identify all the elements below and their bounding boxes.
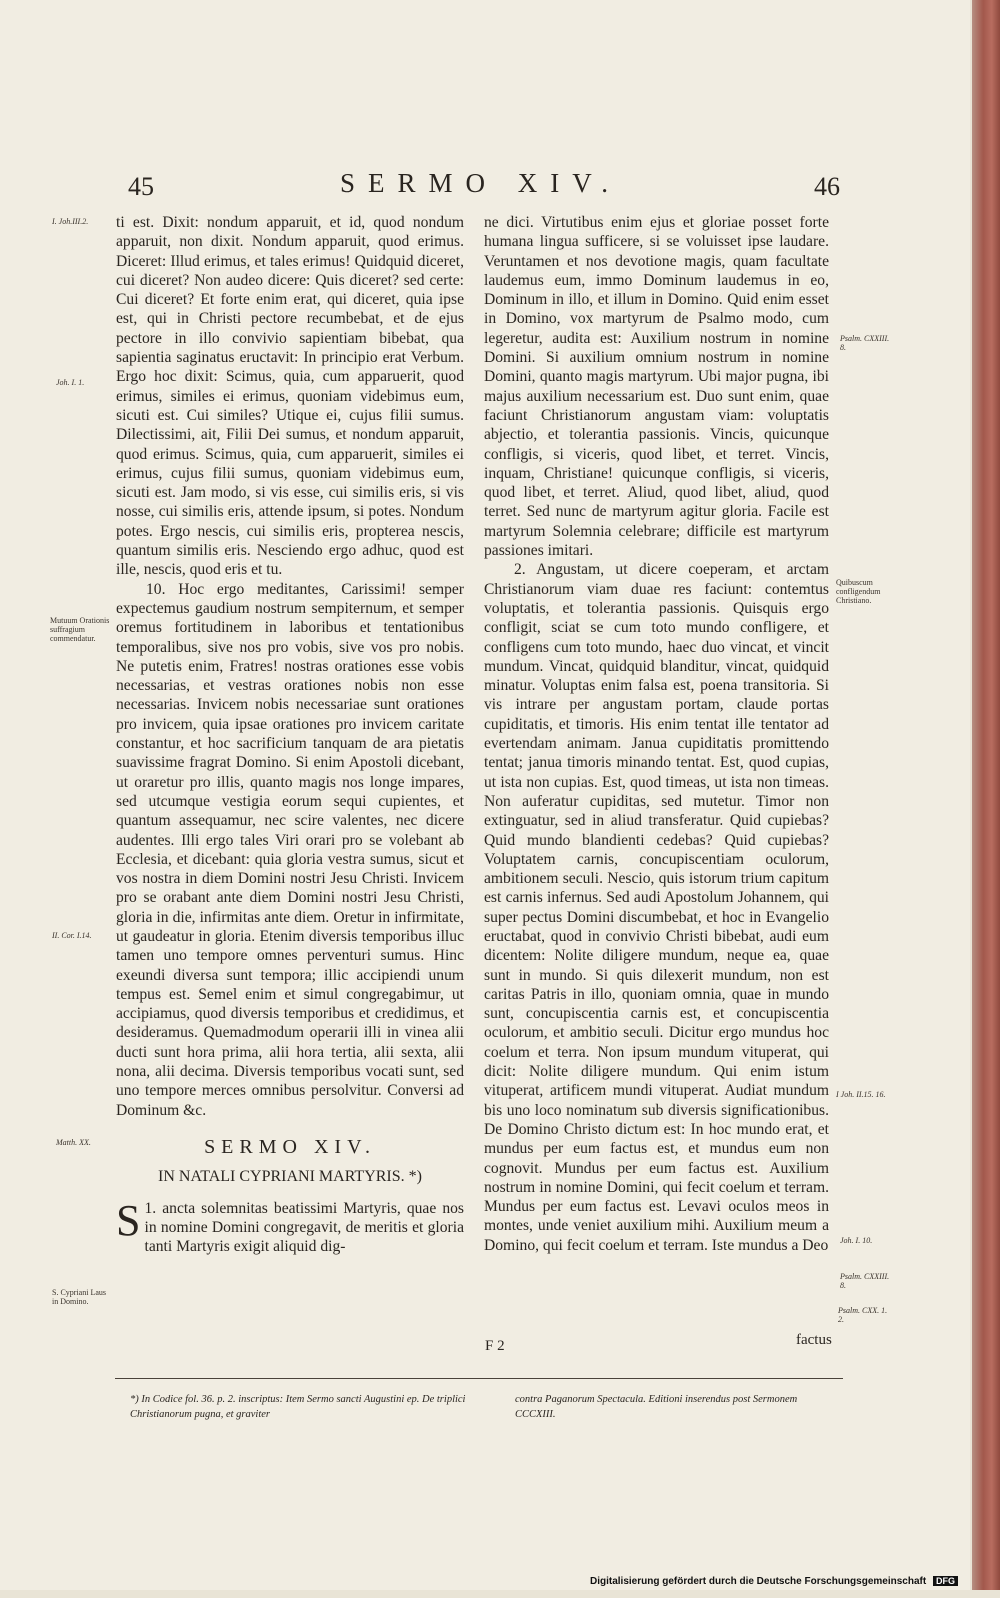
margin-note: Joh. I. 10. [840, 1236, 873, 1245]
paragraph: ti est. Dixit: nondum apparuit, et id, quod nondum apparuit, non dixit. Nondum apparuit, quod erimus. Diceret: Illud erimus, et tales erimus! Quidquid diceret, cui diceret? Non audeo dicere: Quis diceret? sed certe: Cui diceret? Et forte enim erat, qui diceret, quia ipse est, qui in Christi pectore recumbebat, et de ejus pectore in illo convivio sapientiam bibebat, qua sapientia saginatus eructavit: In principio erat Verbum. Ergo hoc dixit: Scimus, quia, cum apparuerit, quod erimus, similes ei erimus, quoniam videbimus eum, sicuti est. Cui similes? Utique ei, cujus filii sumus. Dilectissimi, ait, Filii Dei sumus, et nondum apparuit, quod erimus. Scimus, quia, cum apparuerit, similes ei erimus, cujus filii sumus, quoniam videbimus eum, sicuti est. Jam modo, si vis esse, cui similis eris, si vis nosse, cui similis eris, attende ipsum, si potes. Nondum potes. Ergo nescis, cui similis eris, propterea nescis, quantum similis eris. Nesciendo ergo adhuc, quod est ille, nescis, quod eris et tu. [116, 214, 464, 579]
drop-cap: S [116, 1195, 141, 1245]
margin-note: Mutuum Orationis suffragium commendatur. [50, 616, 110, 643]
credit-text: Digitalisierung gefördert durch die Deutsche Forschungsgemeinschaft [590, 1576, 927, 1587]
footnote-right: contra Paganorum Spectacula. Editioni inserendus post Sermonem CCCXIII. [515, 1394, 798, 1420]
paragraph-number: 1. [144, 1199, 157, 1217]
sermon-subtitle: IN NATALI CYPRIANI MARTYRIS. *) [158, 1168, 422, 1186]
signature-mark: F 2 [485, 1338, 505, 1354]
margin-note: Joh. I. 1. [56, 378, 85, 387]
margin-note: I. Joh.III.2. [52, 217, 89, 226]
footnote-rule [115, 1378, 843, 1379]
margin-note: Quibuscum confligendum Christiano. [836, 578, 881, 605]
paragraph: 2. Angustam, ut dicere coeperam, et arctam Christianorum viam duae res faciunt: contemtus voluptatis, et tolerantia passionis. Quisquis ergo confligit, sciat se cum toto mundo confligere, et confligens cum toto mundo, haec duo vincat, et vincit mundum. Vincat, quidquid blanditur, vincat, quidquid minatur. Voluptas enim falsa est, poena transitoria. Si vis intrare per angustam portam, claude portas cupiditatis, et timoris. His enim tentat ille tentator ad evertendam animam. Janua cupiditatis promittendo tentat; janua timoris minando tentat. Est, quod cupias, ut ista non cupias. Est, quod timeas, ut ista non timeas. Non auferatur cupiditas, sed mutetur. Timor non extinguatur, sed in aliud transferatur. Quid cupiebas? Quid mundo blandienti cedebas? Quid cupiebas? Voluptatem carnis, concupiscentiam oculorum, ambitionem seculi. Nescio, quis istorum trium capitum est carnis infernus. Sed audi Apostolum Johannem, qui super pectus Domini discumbebat, et hoc in Evangelio eructabat, quod in convivio Christi bibebat, audi eum dicentem: Nolite diligere mundum, neque ea, quae sunt in mundo. Si quis dilexerit mundum, non est caritas Patris in illo, quoniam omnia, quae in mundo sunt, concupiscentia carnis est, et concupiscentia oculorum, et ambitio seculi. Dicitur ergo mundus hoc coelum et terra. Non ipsum mundum vituperat, qui dicit: Nolite diligere mundum. Qui enim istum vituperat, artificem mundi vituperat. Audiat mundum bis uno loco nominatum sub diversis significationibus. De Domino Christo dictum est: In hoc mundo erat, et mundus per eum factus est, et mundus eum non cognovit. Mundus per eum factus est. Auxilium nostrum in nomine Domini, qui fecit coelum et terram. Mundus per eum factus est. Levavi oculos meos in montes, unde veniet auxilium mihi. Auxilium meum a Domino, qui fecit coelum et terram. Iste mundus a Deo [484, 561, 829, 1254]
running-title: SERMO XIV. [340, 168, 622, 198]
page-edge [972, 0, 1000, 1590]
paragraph: ne dici. Virtutibus enim ejus et gloriae posset forte humana lingua sufficere, si se voluisset ipse laudare. Veruntamen et nos devotione magis, quam facultate laudemus eum, immo Dominum laudemus in eo, Dominum in illo, et illum in Domino. Quid enim esset in Domino, vox martyrum de Psalmo modo, cum legeretur, audita est: Auxilium nostrum in nomine Domini. Si auxilium omnium nostrum in nomine Domini, quanto magis martyrum. Ubi major pugna, ibi majus auxilium necessarium est. Duo sunt enim, quae faciunt Christianorum angustam viam: voluptatis abjectio, et tolerantia passionis. Vincis, quicunque confligis, si viceris, quod libet, et terret. Vincis, inquam, Christiane! quicunque confligis, si viceris, quod libet, et terret. Aliud, quod libet, aliud, quod terret. Sed nunc de martyrum agitur gloria. Facile est martyrum Solemnia celebrare; difficile est martyrum passiones imitari. [484, 214, 829, 560]
paragraph: 10. Hoc ergo meditantes, Carissimi! semper expectemus gaudium nostrum sempiternum, et semper oremus fortitudinem in laboribus et tentationibus temporalibus, sive nos pro vobis, sive vos pro nobis. Ne putetis enim, Fratres! nostras orationes esse vobis necessarias, et vestras orationes nobis non esse necessarias. Invicem nobis necessariae sunt orationes pro invicem, quia ipsae orationes pro invicem caritate constantur, et hoc sacrificium tanquam de ara pietatis suavissime fragrat Domino. Si enim Apostoli dicebant, ut oraretur pro illis, quanto magis nos longe impares, sed utcumque vestigia eorum sequi cupientes, et quantum assequamur, nec scire valentes, nec dicere audentes. Illi ergo tales Viri orari pro se volebant ab Ecclesia, et dicebant: quia gloria vestra sumus, sicut et vos nostra in diem Domini nostri Jesu Christi. Invicem pro se orabant ante diem Domini nostri Jesu Christi, gloria in die, infirmitas ante diem. Oretur in infirmitate, ut gaudeatur in gloria. Etenim diversis temporibus illuc tamen uno tempore omnes perventuri sumus. Hinc exeundi diversa sunt tempora; illic accipiendi unum tempus est. Semel enim et simul congregabimur, ut accipiamus, quod diversis temporibus et credidimus, et desideramus. Quemadmodum operarii illi in vinea alii ducti sunt hora prima, alii hora tertia, alii sexta, alii nona, alii decima. Diversis temporibus vocati sunt, sed uno tempore merces omnibus persolvitur. Conversi ad Dominum &c. [116, 580, 464, 1119]
page-header [120, 168, 840, 208]
catchword: factus [796, 1332, 832, 1348]
sermon-title: SERMO XIV. [204, 1135, 376, 1158]
left-column [116, 213, 464, 1256]
margin-note: II. Cor. I.14. [52, 931, 92, 940]
right-page-number: 46 [814, 172, 840, 201]
paragraph-text: ancta solemnitas beatissimi Martyris, quae nos in nomine Domini congregavit, de meritis et gloria tanti Martyris exigit aliquid dig- [144, 1199, 464, 1256]
right-column [484, 213, 829, 1255]
margin-note: Matth. XX. [56, 1138, 91, 1147]
paragraph-opening [116, 1195, 464, 1257]
margin-note: S. Cypriani Laus in Domino. [52, 1288, 106, 1306]
dfg-logo: DFG [933, 1576, 958, 1586]
digitization-credit [590, 1576, 958, 1587]
footnote-left: *) In Codice fol. 36. p. 2. inscriptus: Item Sermo sancti Augustini ep. De triplici Christianorum pugna, et graviter [130, 1394, 466, 1420]
left-page-number: 45 [128, 172, 154, 201]
margin-note: Psalm. CXXIII. 8. [840, 334, 890, 352]
margin-note: Psalm. CXX. 1. 2. [838, 1306, 888, 1324]
margin-note: I Joh. II.15. 16. [836, 1090, 886, 1099]
margin-note: Psalm. CXXIII. 8. [840, 1272, 890, 1290]
